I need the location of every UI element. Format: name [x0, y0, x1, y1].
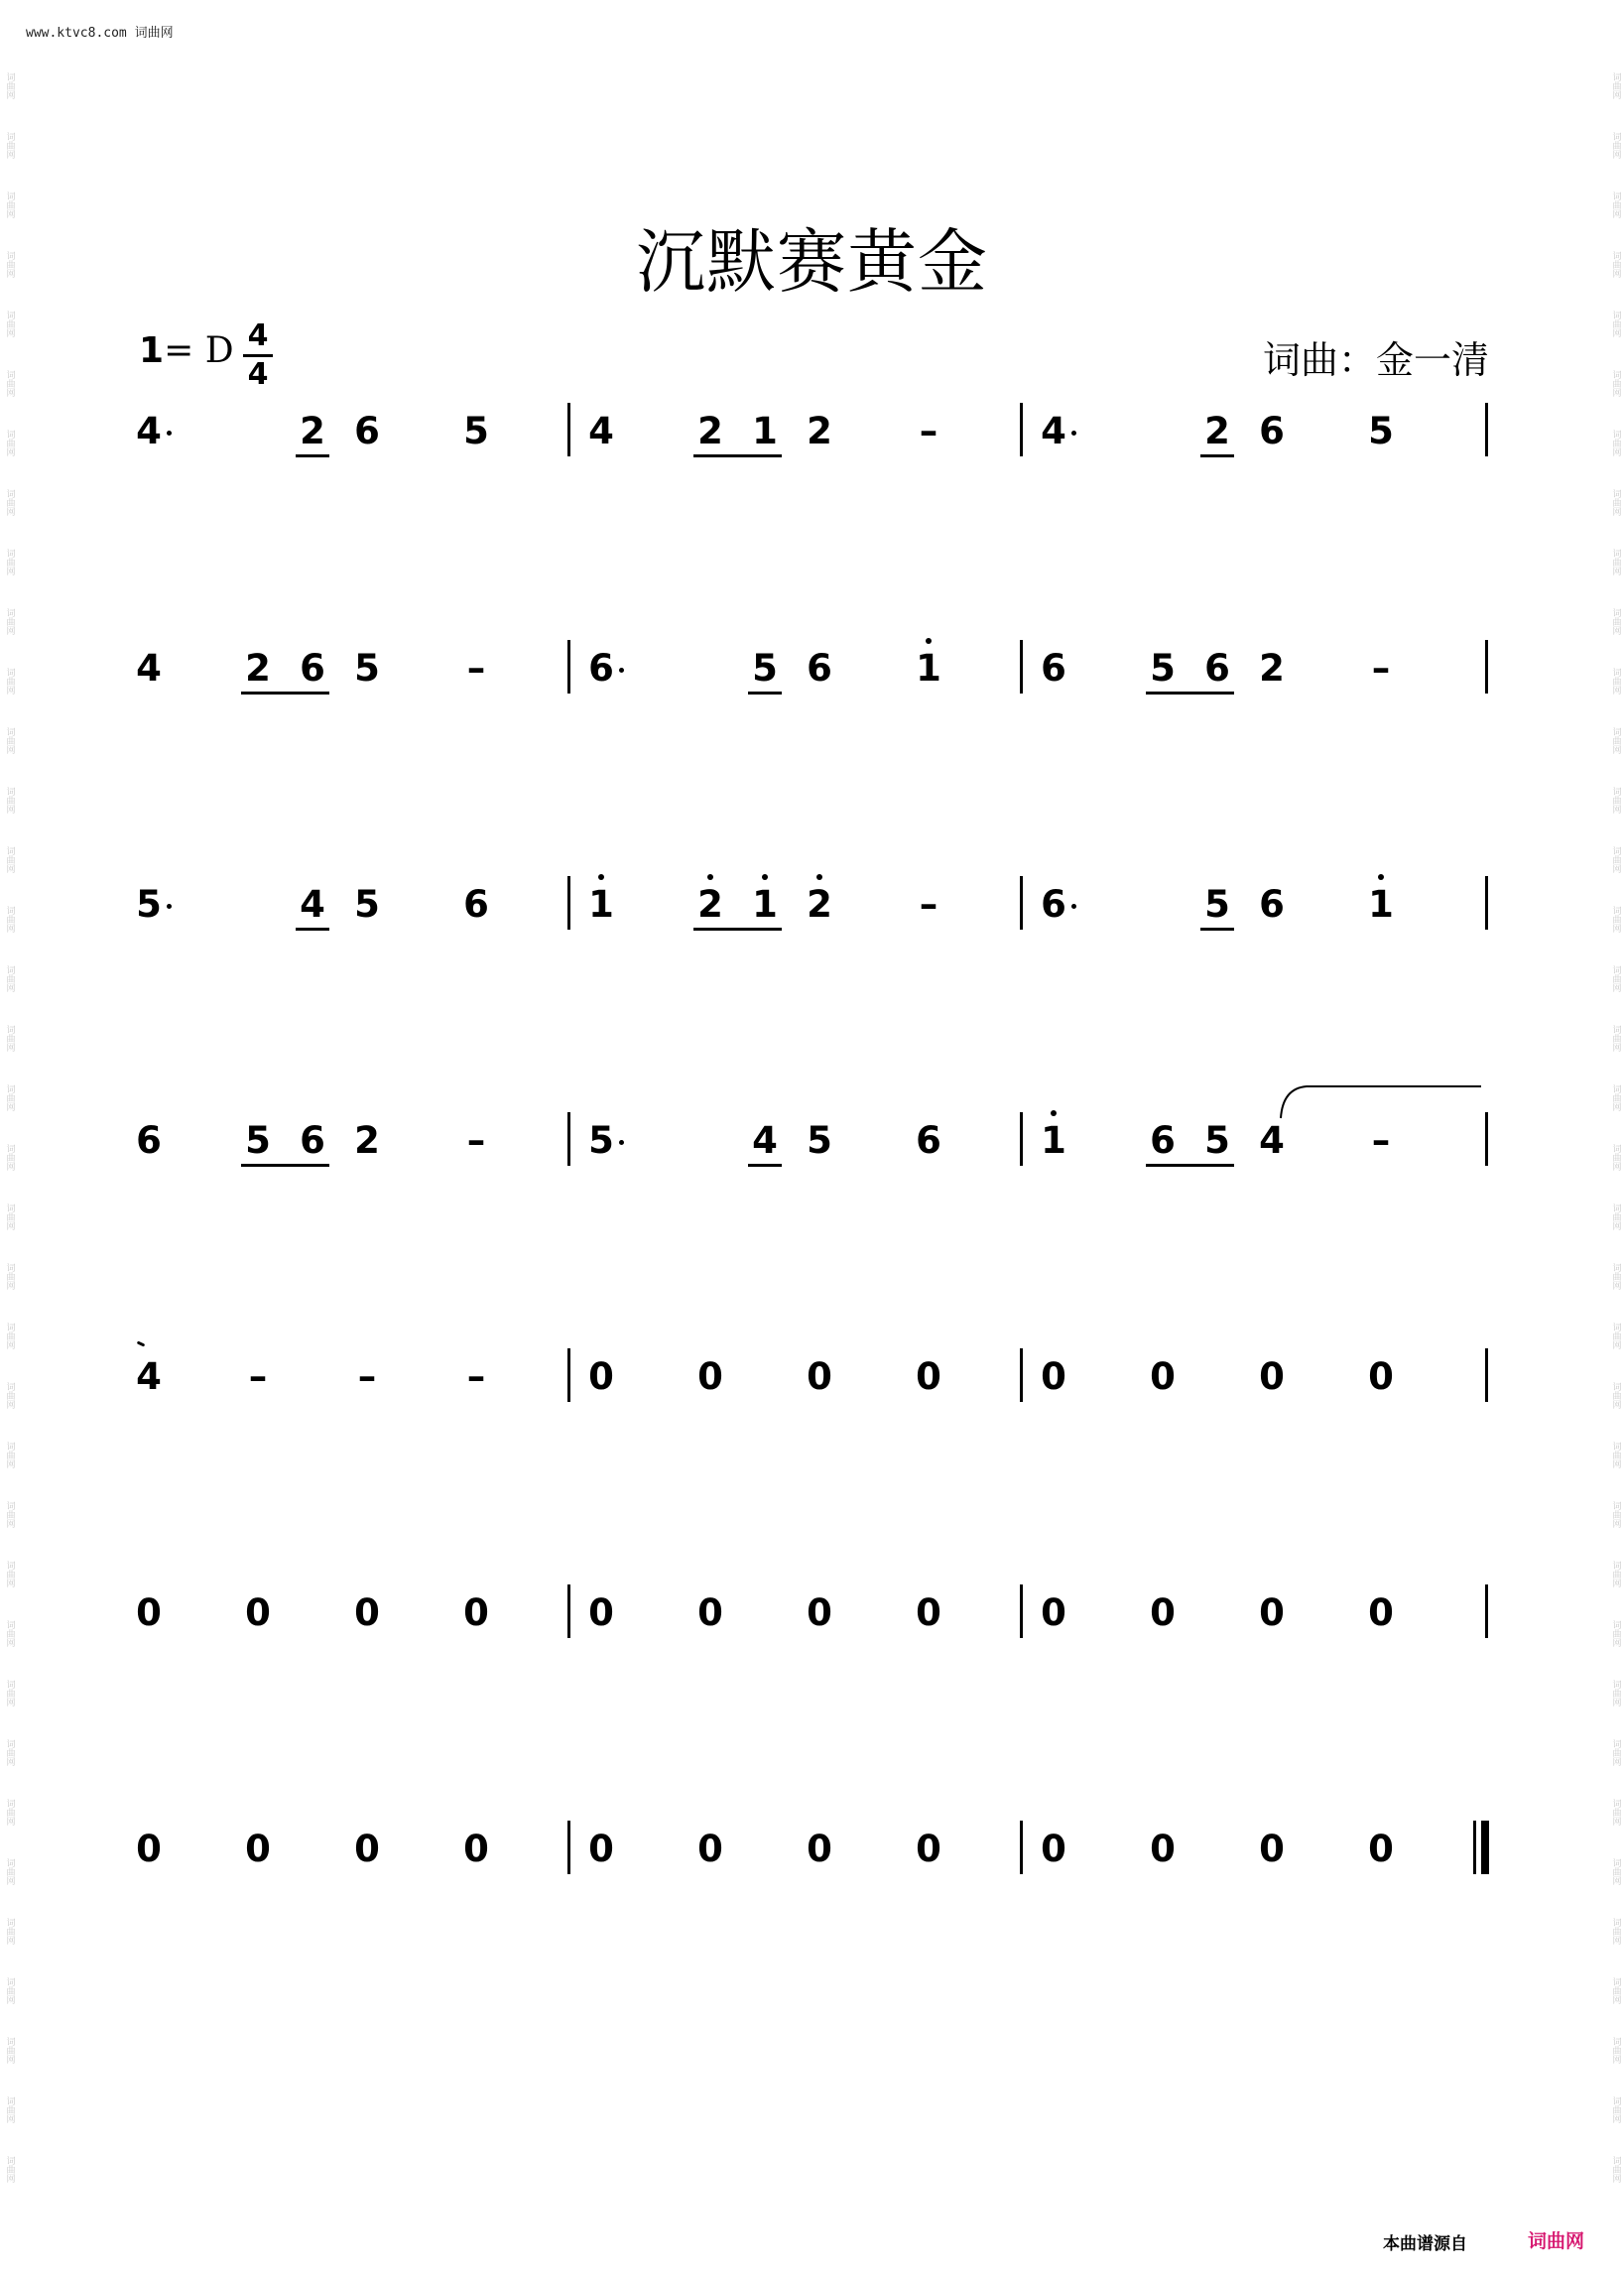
- barline: [567, 403, 570, 456]
- barline: [1020, 1348, 1023, 1402]
- watermark-text: 词曲网: [1610, 1083, 1621, 1111]
- watermark-text: 词曲网: [4, 1262, 15, 1290]
- rest-note: 0: [697, 1355, 723, 1398]
- note-5: 5: [1150, 647, 1176, 690]
- note-1: 1: [752, 883, 778, 926]
- watermark-text: 词曲网: [4, 845, 15, 873]
- note-4: 4: [588, 410, 614, 452]
- barline: [567, 1584, 570, 1638]
- watermark-text: 词曲网: [4, 190, 15, 218]
- watermark-text: 词曲网: [4, 1738, 15, 1766]
- eighth-underline: [241, 692, 329, 695]
- barline: [1020, 1112, 1023, 1166]
- note-6: 6: [1150, 1119, 1176, 1162]
- dash-extension: –: [919, 883, 938, 926]
- watermark-text: 词曲网: [1610, 1619, 1621, 1647]
- tie-arc: [1277, 1082, 1485, 1122]
- watermark-text: 词曲网: [1610, 1798, 1621, 1826]
- barline: [1020, 1584, 1023, 1638]
- watermark-text: 词曲网: [1610, 1917, 1621, 1945]
- watermark-text: 词曲网: [4, 1441, 15, 1468]
- note-2: 2: [807, 410, 832, 452]
- watermark-text: 词曲网: [4, 488, 15, 516]
- watermark-text: 词曲网: [1610, 2155, 1621, 2183]
- note-4: 4: [300, 883, 325, 926]
- watermark-text: 词曲网: [1610, 2095, 1621, 2123]
- barline: [1020, 1821, 1023, 1874]
- watermark-text: 词曲网: [4, 548, 15, 575]
- watermark-text: 词曲网: [4, 964, 15, 992]
- rest-note: 0: [463, 1591, 489, 1634]
- note-6: 6: [1041, 647, 1066, 690]
- watermark-text: 词曲网: [1610, 1143, 1621, 1171]
- watermark-text: 词曲网: [4, 1083, 15, 1111]
- watermark-text: 词曲网: [1610, 1024, 1621, 1052]
- note-1: 1: [588, 883, 614, 926]
- song-title: 沉默赛黄金: [636, 221, 988, 303]
- footer-source-label: 本曲谱源自: [1383, 2234, 1467, 2254]
- eighth-underline: [748, 1164, 782, 1167]
- barline: [1485, 876, 1488, 930]
- watermark-text: 词曲网: [1610, 1976, 1621, 2004]
- rest-note: 0: [1150, 1591, 1176, 1634]
- composer-credit: 词曲：金一清: [1262, 338, 1489, 382]
- high-octave-dot: [1051, 1110, 1057, 1116]
- watermark-text: 词曲网: [4, 429, 15, 456]
- rest-note: 0: [807, 1591, 832, 1634]
- note-2: 2: [245, 647, 271, 690]
- note-6: 6: [136, 1119, 162, 1162]
- rest-note: 0: [916, 1828, 941, 1870]
- watermark-text: 词曲网: [1610, 71, 1621, 99]
- watermark-text: 词曲网: [4, 2155, 15, 2183]
- note-4: 4: [136, 410, 162, 452]
- dash-extension: –: [357, 1355, 377, 1398]
- watermark-text: 词曲网: [4, 1143, 15, 1171]
- dash-extension: –: [466, 1355, 486, 1398]
- watermark-text: 词曲网: [1610, 1679, 1621, 1707]
- footer-site-link[interactable]: 词曲网: [1528, 2230, 1585, 2252]
- watermark-text: 词曲网: [4, 71, 15, 99]
- high-octave-dot: [1378, 874, 1384, 880]
- note-4: 4: [1259, 1119, 1285, 1162]
- eighth-underline: [693, 454, 782, 457]
- note-2: 2: [1204, 410, 1230, 452]
- watermark-text: 词曲网: [4, 1857, 15, 1885]
- barline: [1020, 876, 1023, 930]
- eighth-underline: [1200, 454, 1234, 457]
- note-6: 6: [1204, 647, 1230, 690]
- watermark-text: 词曲网: [1610, 964, 1621, 992]
- note-2: 2: [807, 883, 832, 926]
- rest-note: 0: [588, 1355, 614, 1398]
- note-5: 5: [588, 1119, 614, 1162]
- high-octave-dot: [926, 638, 932, 644]
- watermark-text: 词曲网: [1610, 1202, 1621, 1230]
- watermark-text: 词曲网: [1610, 548, 1621, 575]
- key-signature: [139, 331, 234, 371]
- note-4: 4: [1041, 410, 1066, 452]
- rest-note: 0: [1150, 1828, 1176, 1870]
- rest-note: 0: [588, 1828, 614, 1870]
- watermark-text: 词曲网: [1610, 786, 1621, 814]
- barline: [567, 1112, 570, 1166]
- high-octave-dot: [762, 874, 768, 880]
- watermark-text: 词曲网: [1610, 1262, 1621, 1290]
- watermark-text: 词曲网: [4, 905, 15, 933]
- final-barline: [1473, 1821, 1491, 1874]
- augmentation-dot: [619, 1140, 624, 1145]
- watermark-text: 词曲网: [4, 1500, 15, 1528]
- barline: [1485, 1112, 1488, 1166]
- note-6: 6: [354, 410, 380, 452]
- rest-note: 0: [1259, 1591, 1285, 1634]
- rest-note: 0: [245, 1591, 271, 1634]
- watermark-text: 词曲网: [4, 131, 15, 159]
- dash-extension: –: [248, 1355, 268, 1398]
- note-6: 6: [916, 1119, 941, 1162]
- watermark-text: 词曲网: [1610, 429, 1621, 456]
- rest-note: 0: [136, 1828, 162, 1870]
- augmentation-dot: [1071, 431, 1076, 436]
- rest-note: 0: [1150, 1355, 1176, 1398]
- note-6: 6: [1259, 883, 1285, 926]
- watermark-text: 词曲网: [1610, 310, 1621, 337]
- augmentation-dot: [1071, 904, 1076, 909]
- watermark-text: 词曲网: [1610, 607, 1621, 635]
- barline: [1485, 1584, 1488, 1638]
- source-url: www.ktvc8.com 词曲网: [26, 26, 174, 41]
- note-1: 1: [752, 410, 778, 452]
- note-6: 6: [588, 647, 614, 690]
- tie-end-mark: [137, 1340, 146, 1346]
- dash-extension: –: [1371, 1119, 1391, 1162]
- note-6: 6: [807, 647, 832, 690]
- dash-extension: –: [1371, 647, 1391, 690]
- rest-note: 0: [1041, 1355, 1066, 1398]
- watermark-text: 词曲网: [4, 1024, 15, 1052]
- eighth-underline: [1200, 928, 1234, 931]
- note-1: 1: [1041, 1119, 1066, 1162]
- watermark-text: 词曲网: [4, 369, 15, 397]
- watermark-text: 词曲网: [1610, 488, 1621, 516]
- watermark-text: 词曲网: [4, 667, 15, 695]
- watermark-text: 词曲网: [1610, 1381, 1621, 1409]
- eighth-underline: [1146, 692, 1234, 695]
- watermark-text: 词曲网: [4, 1560, 15, 1587]
- note-6: 6: [300, 1119, 325, 1162]
- note-5: 5: [245, 1119, 271, 1162]
- watermark-strip-right: [1608, 56, 1622, 2218]
- watermark-text: 词曲网: [1610, 1560, 1621, 1587]
- barline: [567, 1348, 570, 1402]
- note-2: 2: [697, 883, 723, 926]
- rest-note: 0: [1041, 1591, 1066, 1634]
- augmentation-dot: [167, 431, 172, 436]
- watermark-text: 词曲网: [4, 607, 15, 635]
- note-5: 5: [1204, 1119, 1230, 1162]
- barline: [1020, 640, 1023, 694]
- note-2: 2: [354, 1119, 380, 1162]
- final-barline-thick: [1481, 1821, 1489, 1874]
- barline: [567, 640, 570, 694]
- watermark-text: 词曲网: [1610, 2036, 1621, 2064]
- note-5: 5: [752, 647, 778, 690]
- watermark-text: 词曲网: [1610, 1441, 1621, 1468]
- watermark-text: 词曲网: [4, 2095, 15, 2123]
- rest-note: 0: [807, 1355, 832, 1398]
- watermark-text: 词曲网: [1610, 1857, 1621, 1885]
- rest-note: 0: [354, 1591, 380, 1634]
- watermark-strip-left: [2, 56, 16, 2218]
- barline: [567, 1821, 570, 1874]
- augmentation-dot: [167, 904, 172, 909]
- rest-note: 0: [1368, 1828, 1394, 1870]
- dash-extension: –: [919, 410, 938, 452]
- high-octave-dot: [816, 874, 822, 880]
- watermark-text: 词曲网: [4, 1679, 15, 1707]
- barline: [1020, 403, 1023, 456]
- watermark-text: 词曲网: [1610, 1322, 1621, 1349]
- dash-extension: –: [466, 1119, 486, 1162]
- rest-note: 0: [807, 1828, 832, 1870]
- eighth-underline: [1146, 1164, 1234, 1167]
- watermark-text: 词曲网: [1610, 190, 1621, 218]
- watermark-text: 词曲网: [1610, 131, 1621, 159]
- watermark-text: 词曲网: [4, 1322, 15, 1349]
- watermark-text: 词曲网: [1610, 905, 1621, 933]
- note-2: 2: [1259, 647, 1285, 690]
- note-5: 5: [463, 410, 489, 452]
- rest-note: 0: [136, 1591, 162, 1634]
- key-tonic: 1: [139, 330, 165, 371]
- rest-note: 0: [1259, 1828, 1285, 1870]
- note-1: 1: [1368, 883, 1394, 926]
- high-octave-dot: [707, 874, 713, 880]
- rest-note: 0: [245, 1828, 271, 1870]
- watermark-text: 词曲网: [1610, 726, 1621, 754]
- eighth-underline: [296, 454, 329, 457]
- note-6: 6: [1041, 883, 1066, 926]
- watermark-text: 词曲网: [4, 1202, 15, 1230]
- note-5: 5: [136, 883, 162, 926]
- eighth-underline: [748, 692, 782, 695]
- note-1: 1: [916, 647, 941, 690]
- rest-note: 0: [1041, 1828, 1066, 1870]
- high-octave-dot: [598, 874, 604, 880]
- watermark-text: 词曲网: [1610, 250, 1621, 278]
- note-5: 5: [1368, 410, 1394, 452]
- watermark-text: 词曲网: [4, 1798, 15, 1826]
- eighth-underline: [693, 928, 782, 931]
- note-4: 4: [752, 1119, 778, 1162]
- watermark-text: 词曲网: [4, 310, 15, 337]
- note-5: 5: [807, 1119, 832, 1162]
- eighth-underline: [296, 928, 329, 931]
- watermark-text: 词曲网: [4, 1381, 15, 1409]
- barline: [1485, 640, 1488, 694]
- final-barline-thin: [1473, 1821, 1476, 1874]
- watermark-text: 词曲网: [1610, 845, 1621, 873]
- note-4: 4: [136, 1355, 162, 1398]
- rest-note: 0: [1368, 1591, 1394, 1634]
- watermark-text: 词曲网: [4, 250, 15, 278]
- note-4: 4: [136, 647, 162, 690]
- note-6: 6: [300, 647, 325, 690]
- watermark-text: 词曲网: [4, 786, 15, 814]
- note-5: 5: [354, 647, 380, 690]
- note-6: 6: [1259, 410, 1285, 452]
- rest-note: 0: [697, 1591, 723, 1634]
- watermark-text: 词曲网: [1610, 369, 1621, 397]
- rest-note: 0: [1259, 1355, 1285, 1398]
- rest-note: 0: [916, 1355, 941, 1398]
- note-6: 6: [463, 883, 489, 926]
- barline: [567, 876, 570, 930]
- rest-note: 0: [354, 1828, 380, 1870]
- time-signature-bottom: 4: [247, 357, 269, 392]
- note-2: 2: [300, 410, 325, 452]
- time-signature: [243, 319, 273, 392]
- rest-note: 0: [1368, 1355, 1394, 1398]
- note-5: 5: [1204, 883, 1230, 926]
- time-signature-top: 4: [247, 318, 269, 353]
- dash-extension: –: [466, 647, 486, 690]
- key-letter: D: [204, 330, 234, 371]
- barline: [1485, 403, 1488, 456]
- watermark-text: 词曲网: [1610, 667, 1621, 695]
- rest-note: 0: [916, 1591, 941, 1634]
- eighth-underline: [241, 1164, 329, 1167]
- watermark-text: 词曲网: [4, 2036, 15, 2064]
- rest-note: 0: [697, 1828, 723, 1870]
- watermark-text: 词曲网: [1610, 1500, 1621, 1528]
- watermark-text: 词曲网: [1610, 1738, 1621, 1766]
- barline: [1485, 1348, 1488, 1402]
- note-5: 5: [354, 883, 380, 926]
- note-2: 2: [697, 410, 723, 452]
- rest-note: 0: [588, 1591, 614, 1634]
- watermark-text: 词曲网: [4, 1976, 15, 2004]
- augmentation-dot: [619, 668, 624, 673]
- watermark-text: 词曲网: [4, 1917, 15, 1945]
- watermark-text: 词曲网: [4, 726, 15, 754]
- rest-note: 0: [463, 1828, 489, 1870]
- key-equals: =: [164, 330, 194, 371]
- watermark-text: 词曲网: [4, 1619, 15, 1647]
